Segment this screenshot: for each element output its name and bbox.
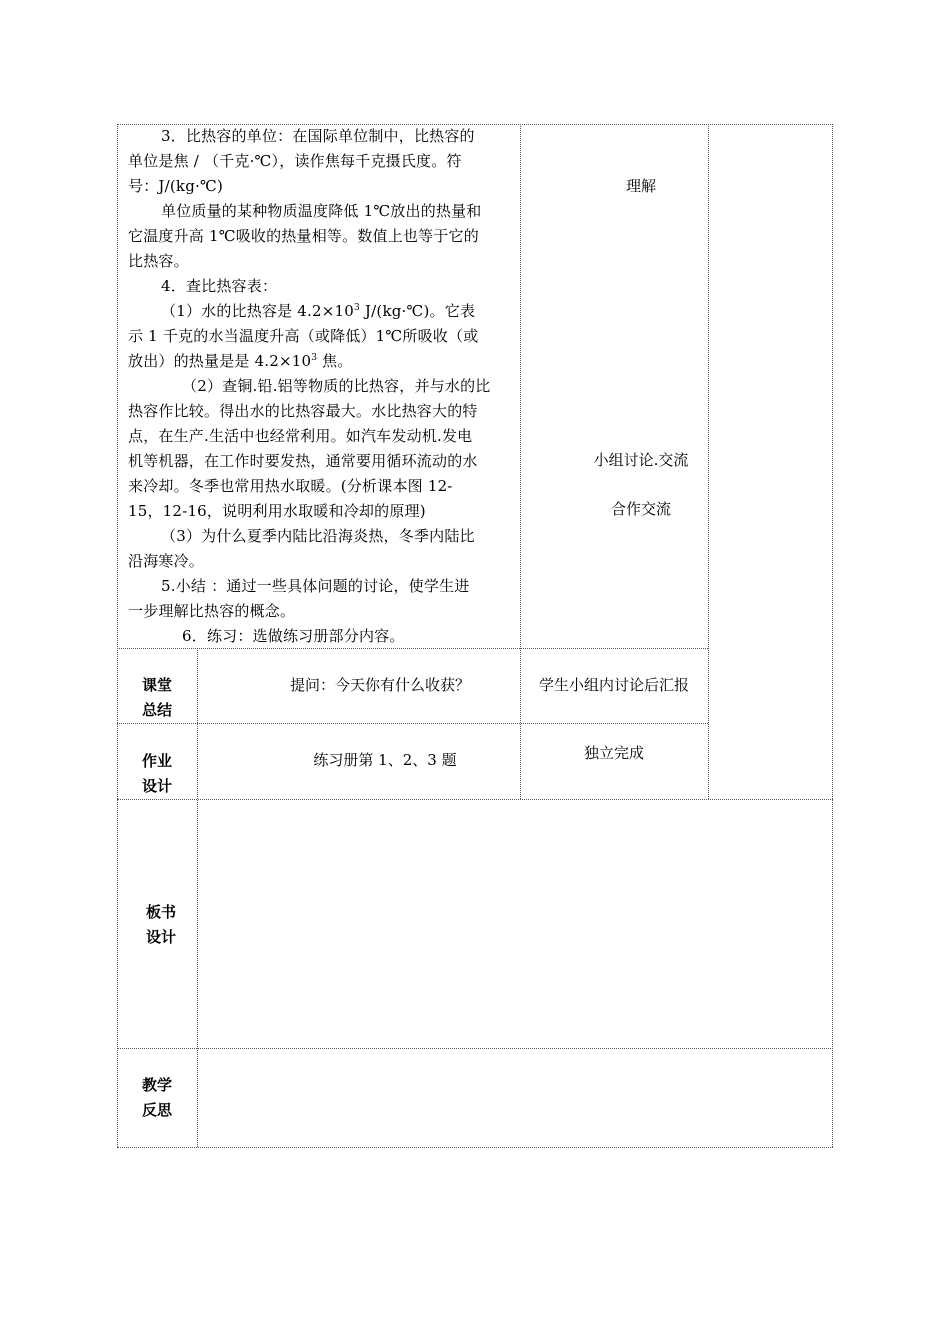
content-line: 热容作比较。得出水的比热容最大。水比热容大的特 — [128, 402, 478, 420]
activity-cooperate: 合作交流 — [610, 500, 671, 518]
reflection-label — [117, 1073, 197, 1123]
content-segment: 放出）的热量是是 4.2×10 — [128, 352, 312, 370]
content-line: 3．比热容的单位：在国际单位制中，比热容的 — [161, 127, 475, 145]
table-border-bottom — [117, 1147, 833, 1148]
summary-label-line2: 总结 — [141, 701, 172, 719]
summary-label-line1: 课堂 — [141, 676, 172, 694]
content-line: 6．练习：选做练习册部分内容。 — [182, 627, 405, 645]
content-line: （2）查铜.铅.铝等物质的比热容，并与水的比 — [182, 377, 491, 395]
content-line: （3）为什么夏季内陆比沿海炎热，冬季内陆比 — [161, 527, 475, 545]
board-label — [121, 900, 201, 950]
content-line — [128, 349, 516, 374]
content-line: 来冷却。冬季也常用热水取暖。(分析课本图 12- — [128, 477, 453, 495]
summary-content: 提问：今天你有什么收获？ — [289, 676, 470, 694]
row-divider-homework — [117, 723, 708, 724]
content-segment: 焦。 — [317, 352, 353, 370]
summary-label — [117, 673, 197, 723]
reflection-label-line2: 反思 — [141, 1101, 172, 1119]
content-line: 4．查比热容表： — [161, 277, 278, 295]
homework-label-line2: 设计 — [141, 777, 172, 795]
reflection-label-line1: 教学 — [141, 1076, 172, 1094]
content-line: 15，12-16，说明利用水取暖和冷却的原理) — [128, 502, 426, 520]
exponent: 3 — [354, 303, 360, 313]
content-line: 机等机器，在工作时要发热，通常要用循环流动的水 — [128, 452, 478, 470]
summary-activity: 学生小组内讨论后汇报 — [538, 676, 689, 694]
content-line: 比热容。 — [128, 252, 189, 270]
table-border-left — [117, 124, 118, 1147]
content-line: 号：J/(kg·℃) — [128, 177, 224, 195]
content-segment: J/(kg·℃)。它表 — [359, 302, 476, 320]
content-line — [128, 299, 516, 324]
table-border-right — [832, 124, 833, 1147]
content-line: 它温度升高 1℃吸收的热量相等。数值上也等于它的 — [128, 227, 479, 245]
content-line: 示 1 千克的水当温度升高（或降低）1℃所吸收（或 — [128, 327, 479, 345]
homework-content: 练习册第 1、2、3 题 — [313, 751, 457, 769]
content-segment: （1）水的比热容是 4.2×10 — [161, 302, 355, 320]
content-line: 一步理解比热容的概念。 — [128, 602, 296, 620]
activity-understand: 理解 — [625, 177, 656, 195]
row-divider-reflection — [117, 1048, 833, 1049]
row-divider-board — [117, 799, 833, 800]
label-column-divider — [197, 648, 198, 1147]
content-line: 沿海寒冷。 — [128, 552, 205, 570]
lesson-content — [128, 124, 516, 649]
board-label-line2: 设计 — [145, 928, 176, 946]
content-line: 5.小结 ：通过一些具体问题的讨论，使学生进 — [161, 577, 470, 595]
homework-label — [117, 749, 197, 799]
activity-group-discuss: 小组讨论.交流 — [593, 451, 689, 469]
content-line: 点，在生产.生活中也经常利用。如汽车发动机.发电 — [128, 427, 473, 445]
board-label-line1: 板书 — [145, 903, 176, 921]
homework-activity: 独立完成 — [583, 744, 644, 762]
homework-label-line1: 作业 — [141, 752, 172, 770]
exponent: 3 — [311, 353, 318, 363]
content-line: 单位质量的某种物质温度降低 1℃放出的热量和 — [161, 202, 482, 220]
content-line: 单位是焦 / （千克·℃），读作焦每千克摄氏度。符 — [128, 152, 462, 170]
